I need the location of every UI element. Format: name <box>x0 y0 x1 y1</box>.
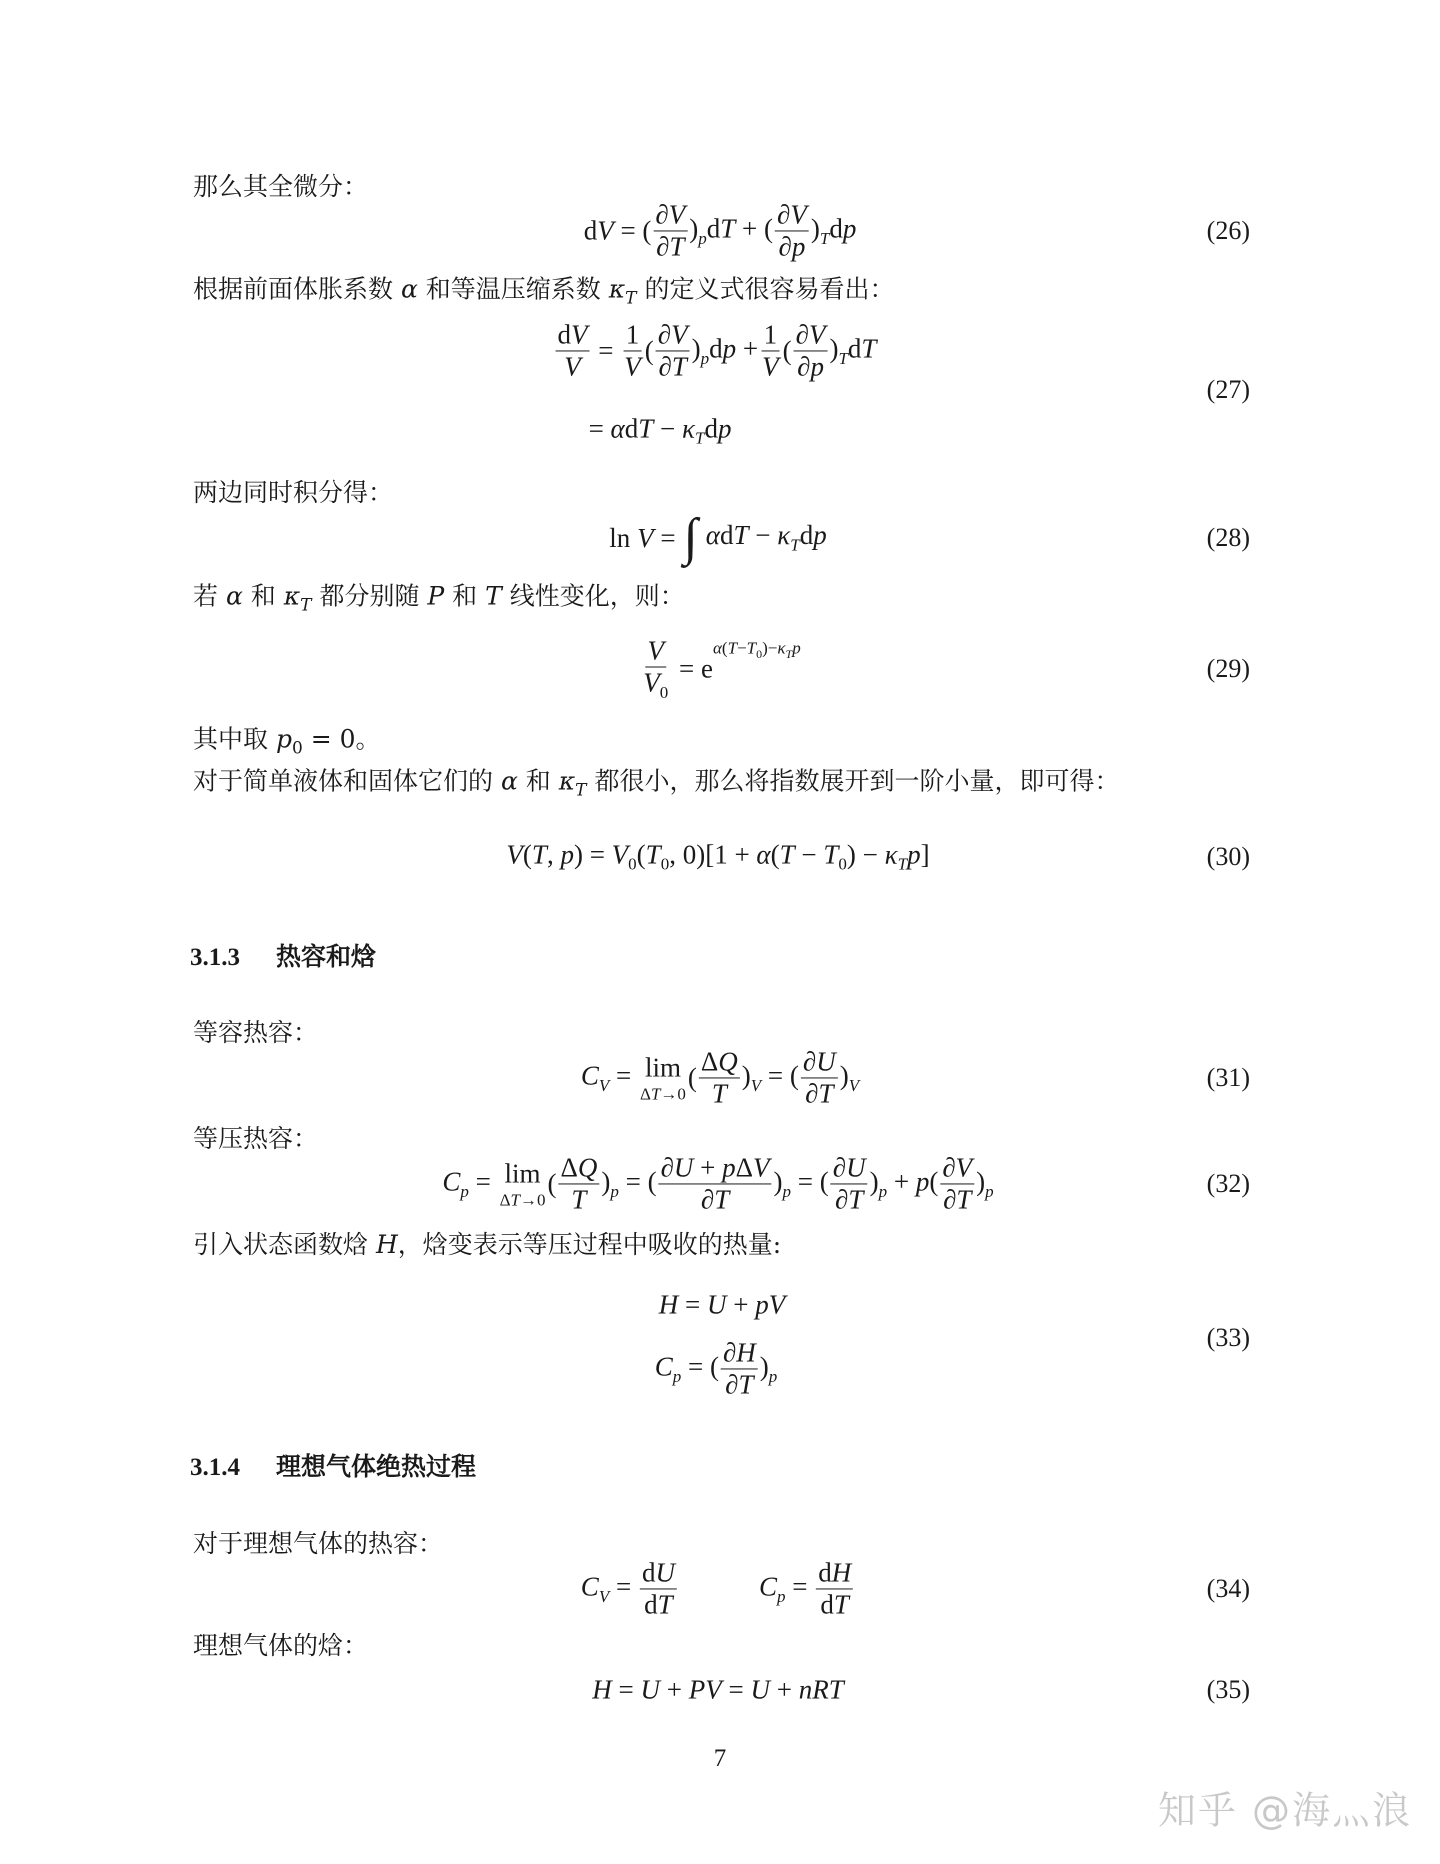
equation-number-28: (28) <box>1206 523 1250 552</box>
paragraph-isochoric: 等容热容： <box>193 1018 319 1047</box>
equation-32: $C_p$ = lim ΔT→0 ( $\frac{\Delta Q}{T}$ )$_p$ = ( $\frac{\text{∂U + pΔV}}{\partial T}$ )$_p$ = ( $\frac{\partial U}{\partial T}$ )$_p + p$( $\frac{\partial V}{\partial T}$ )$_p$ <box>442 1152 994 1215</box>
equation-29: $\frac{V}{V_0}$ = $e^{\alpha(T-T_0)-\kappa_Tp}$ <box>643 635 801 702</box>
page-number: 7 <box>713 1745 727 1772</box>
paragraph-integrate: 两边同时积分得： <box>193 478 394 507</box>
paragraph-enthalpy-intro: 引入状态函数焓 H，焓变表示等压过程中吸收的热量: <box>193 1230 782 1259</box>
paragraph-expansion: 对于简单液体和固体它们的 α 和 $\kappa_T$ 都很小，那么将指数展开到一阶小量，即可得： <box>193 766 1120 801</box>
equation-number-35: (35) <box>1206 1675 1250 1704</box>
equation-number-31: (31) <box>1206 1063 1250 1092</box>
equation-number-29: (29) <box>1206 654 1250 683</box>
equation-31: $C_V$ = lim ΔT→0 ( $\frac{\Delta Q}{T}$ )$_V$ = ( $\frac{\partial U}{\partial T}$ )$_V$ <box>580 1046 860 1109</box>
paragraph-definitions: 根据前面体胀系数 α 和等温压缩系数 $\kappa_T$ 的定义式很容易看出： <box>193 274 895 309</box>
equation-34: $C_V$ = $\frac{dU}{dT}$ $C_p$ = $\frac{dH}{dT}$ <box>580 1557 852 1620</box>
paragraph-linear-variation: 若 α 和 $\kappa_T$ 都分别随 P 和 T 线性变化，则： <box>193 581 685 616</box>
section-heading-3-1-4: 3.1.4 理想气体绝热过程 <box>190 1452 477 1481</box>
equation-27-line-1: $\frac{dV}{V}$ = $\frac{1}{V}$ ( $\frac{\partial V}{\partial T}$ )$_pdp$ + $\frac{1}{V}$ ( $\frac{\partial V}{\partial p}$ )$_TdT$ <box>557 319 877 382</box>
paragraph-p0: 其中取 $p_0 = 0$。 <box>193 724 381 759</box>
paragraph-ideal-gas-enthalpy: 理想气体的焓： <box>193 1631 369 1660</box>
equation-26: dV = ( $\frac{\partial V}{\partial T}$ )$_pdT$ + ( $\frac{\partial V}{\partial p}$ )$_Tdp$ <box>583 199 857 262</box>
equation-number-26: (26) <box>1206 216 1250 245</box>
section-heading-3-1-3: 3.1.3 热容和焓 <box>190 942 377 971</box>
equation-33-line-2: $C_p$ = ( $\frac{\partial H}{\partial T}$ )$_p$ <box>654 1337 778 1400</box>
paragraph-total-differential: 那么其全微分： <box>193 172 369 201</box>
equation-27-line-2: = $\alpha dT - \kappa_Tdp$ <box>588 413 732 448</box>
equation-28: ln V = ∫ $\alpha dT - \kappa_Tdp$ <box>609 509 827 566</box>
paragraph-ideal-gas-heat-capacity: 对于理想气体的热容： <box>193 1529 444 1558</box>
equation-number-33: (33) <box>1206 1323 1250 1352</box>
equation-number-34: (34) <box>1206 1574 1250 1603</box>
equation-number-32: (32) <box>1206 1169 1250 1198</box>
equation-30: V(T, $p) = V_0(T_0$, $0)[1 + \alpha(T - T_0) - \kappa_Tp]$ <box>506 839 930 874</box>
paragraph-isobaric: 等压热容： <box>193 1124 319 1153</box>
equation-33-line-1: H = U + pV <box>658 1289 786 1320</box>
equation-number-27: (27) <box>1206 375 1250 404</box>
equation-number-30: (30) <box>1206 842 1250 871</box>
watermark: 知乎 @海灬浪 <box>1157 1788 1412 1833</box>
equation-35: H = U + PV = U + nRT <box>592 1674 844 1705</box>
